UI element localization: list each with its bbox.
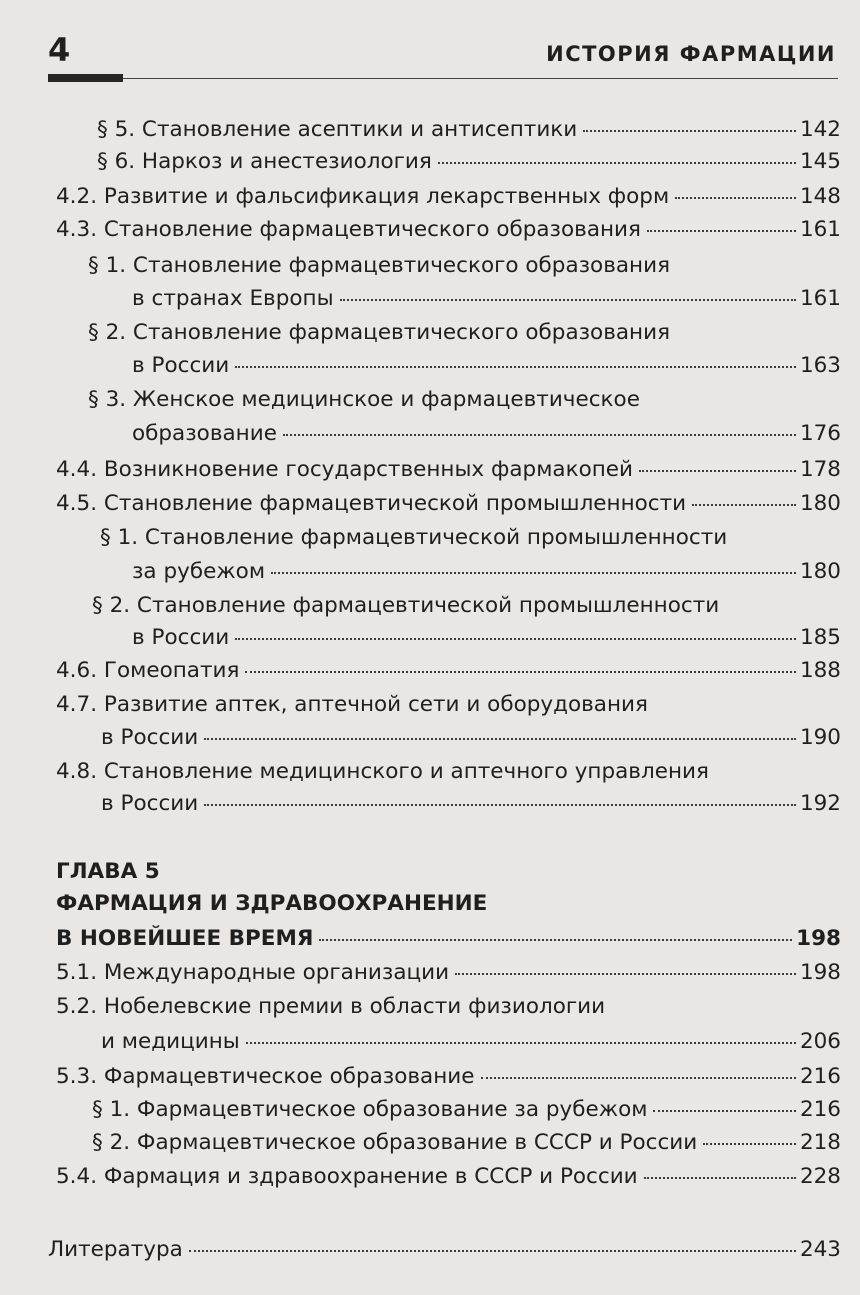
toc-entry-text: образование bbox=[132, 421, 277, 446]
toc-entry-page: 176 bbox=[799, 421, 841, 446]
toc-entry-text: 5.4. Фармация и здравоохранение в СССР и России bbox=[56, 1164, 638, 1189]
toc-entry-text: в России bbox=[101, 725, 199, 750]
toc-entry-page: 216 bbox=[799, 1064, 841, 1089]
toc-entry-text: в России bbox=[101, 791, 199, 816]
toc-entry-text: § 1. Фармацевтическое образование за рубежом bbox=[92, 1097, 648, 1122]
toc-entry-text: в России bbox=[132, 353, 230, 378]
toc-entry-text: § 2. Фармацевтическое образование в СССР и России bbox=[92, 1130, 698, 1155]
dot-leader bbox=[583, 128, 796, 132]
dot-leader bbox=[438, 160, 796, 164]
dot-leader bbox=[675, 195, 796, 199]
dot-leader bbox=[271, 570, 796, 574]
chapter-title[interactable]: ФАРМАЦИЯ И ЗДРАВООХРАНЕНИЕ bbox=[56, 891, 488, 916]
dot-leader bbox=[204, 802, 796, 806]
toc-entry-text: § 1. Становление фармацевтической промышленности bbox=[100, 525, 728, 550]
toc-entry[interactable] bbox=[88, 386, 841, 414]
dot-leader bbox=[692, 502, 796, 506]
toc-entry-page: 178 bbox=[799, 457, 841, 482]
dot-leader bbox=[647, 228, 796, 232]
toc-entry[interactable] bbox=[88, 319, 841, 347]
toc-entry[interactable] bbox=[56, 993, 841, 1021]
toc-entry-page: 243 bbox=[799, 1237, 841, 1262]
dot-leader bbox=[246, 1040, 796, 1044]
toc-entry-page: 206 bbox=[799, 1029, 841, 1054]
toc-entry-text: 4.5. Становление фармацевтической промышленности bbox=[56, 491, 687, 516]
toc-entry-text: 4.8. Становление медицинского и аптечного управления bbox=[56, 759, 709, 784]
dot-leader bbox=[235, 364, 796, 368]
toc-entry-page: 190 bbox=[799, 725, 841, 750]
toc-entry-continuation[interactable] bbox=[132, 352, 841, 380]
toc-entry-text: Литература bbox=[48, 1237, 183, 1262]
dot-leader bbox=[703, 1141, 796, 1145]
toc-entry-page: 180 bbox=[799, 491, 841, 516]
toc-entry-text: за рубежом bbox=[132, 559, 266, 584]
toc-entry-continuation[interactable] bbox=[101, 724, 841, 752]
toc-entry[interactable] bbox=[56, 959, 841, 987]
page-number: 4 bbox=[48, 31, 71, 69]
toc-entry[interactable] bbox=[56, 758, 841, 786]
toc-entry[interactable] bbox=[56, 183, 841, 211]
toc-entry-text: и медицины bbox=[101, 1029, 240, 1054]
dot-leader bbox=[481, 1075, 796, 1079]
toc-entry[interactable] bbox=[56, 691, 841, 719]
toc-entry-page: 198 bbox=[799, 960, 841, 985]
dot-leader bbox=[189, 1248, 796, 1252]
dot-leader bbox=[245, 669, 796, 673]
toc-entry-page: 148 bbox=[799, 184, 841, 209]
toc-entry-page: 180 bbox=[799, 559, 841, 584]
toc-entry[interactable] bbox=[56, 1163, 841, 1191]
toc-entry[interactable] bbox=[97, 148, 841, 176]
toc-entry-continuation[interactable] bbox=[132, 285, 841, 313]
toc-entry-text: 4.7. Развитие аптек, аптечной сети и оборудования bbox=[56, 692, 648, 717]
toc-entry-page: 163 bbox=[799, 353, 841, 378]
toc-entry-continuation[interactable] bbox=[132, 558, 841, 586]
toc-entry-text: 4.2. Развитие и фальсификация лекарственных форм bbox=[56, 184, 670, 209]
dot-leader bbox=[235, 636, 796, 640]
toc-entry[interactable] bbox=[56, 490, 841, 518]
toc-entry[interactable] bbox=[97, 116, 841, 144]
toc-entry-page: 145 bbox=[799, 149, 841, 174]
toc-entry-text: 4.6. Гомеопатия bbox=[56, 658, 240, 683]
toc-entry-text: 4.3. Становление фармацевтического образования bbox=[56, 217, 641, 242]
toc-entry-page: 188 bbox=[799, 658, 841, 683]
toc-entry-text: § 2. Становление фармацевтического образования bbox=[88, 320, 671, 345]
toc-entry-continuation[interactable] bbox=[132, 624, 841, 652]
toc-entry-text: § 6. Наркоз и анестезиология bbox=[97, 149, 432, 174]
toc-entry-continuation[interactable] bbox=[101, 1028, 841, 1056]
toc-entry-continuation[interactable] bbox=[101, 790, 841, 818]
chapter-label[interactable]: ГЛАВА 5 bbox=[56, 859, 160, 884]
toc-entry-page: 198 bbox=[796, 926, 841, 951]
toc-entry-page: 192 bbox=[799, 791, 841, 816]
toc-entry[interactable] bbox=[92, 1096, 841, 1124]
toc-entry-text: § 2. Становление фармацевтической промышленности bbox=[92, 593, 720, 618]
toc-entry-text: в странах Европы bbox=[132, 286, 334, 311]
toc-entry-text: § 3. Женское медицинское и фармацевтическое bbox=[88, 387, 640, 412]
dot-leader bbox=[639, 468, 796, 472]
toc-entry-text: В НОВЕЙШЕЕ ВРЕМЯ bbox=[56, 926, 314, 951]
dot-leader bbox=[340, 297, 796, 301]
dot-leader bbox=[653, 1108, 796, 1112]
chapter-title-continuation[interactable] bbox=[56, 925, 841, 953]
toc-entry-page: 218 bbox=[799, 1130, 841, 1155]
toc-entry[interactable] bbox=[92, 592, 841, 620]
dot-leader bbox=[455, 971, 796, 975]
toc-entry-page: 185 bbox=[799, 625, 841, 650]
toc-entry-page: 142 bbox=[799, 117, 841, 142]
toc-entry[interactable] bbox=[56, 1063, 841, 1091]
toc-entry[interactable] bbox=[92, 1129, 841, 1157]
toc-entry-page: 161 bbox=[799, 217, 841, 242]
running-title: ИСТОРИЯ ФАРМАЦИИ bbox=[546, 42, 836, 66]
toc-entry-page: 228 bbox=[799, 1164, 841, 1189]
toc-entry[interactable] bbox=[56, 657, 841, 685]
toc-entry-text: 5.3. Фармацевтическое образование bbox=[56, 1064, 475, 1089]
toc-entry[interactable] bbox=[56, 216, 841, 244]
dot-leader bbox=[204, 736, 796, 740]
toc-entry-page: 161 bbox=[799, 286, 841, 311]
toc-entry-text: 5.2. Нобелевские премии в области физиологии bbox=[56, 994, 606, 1019]
toc-entry[interactable] bbox=[56, 456, 841, 484]
dot-leader bbox=[283, 432, 796, 436]
toc-entry[interactable] bbox=[88, 252, 841, 280]
toc-entry-page: 216 bbox=[799, 1097, 841, 1122]
toc-entry-text: § 1. Становление фармацевтического образования bbox=[88, 253, 671, 278]
toc-entry-text: 5.1. Международные организации bbox=[56, 960, 450, 985]
toc-entry-bibliography[interactable] bbox=[48, 1236, 841, 1264]
toc-entry[interactable] bbox=[100, 524, 841, 552]
toc-entry-text: 4.4. Возникновение государственных фармакопей bbox=[56, 457, 633, 482]
toc-entry-continuation[interactable] bbox=[132, 420, 841, 448]
dot-leader bbox=[319, 937, 792, 941]
dot-leader bbox=[644, 1175, 796, 1179]
toc-entry-text: в России bbox=[132, 625, 230, 650]
toc-entry-text: § 5. Становление асептики и антисептики bbox=[97, 117, 578, 142]
